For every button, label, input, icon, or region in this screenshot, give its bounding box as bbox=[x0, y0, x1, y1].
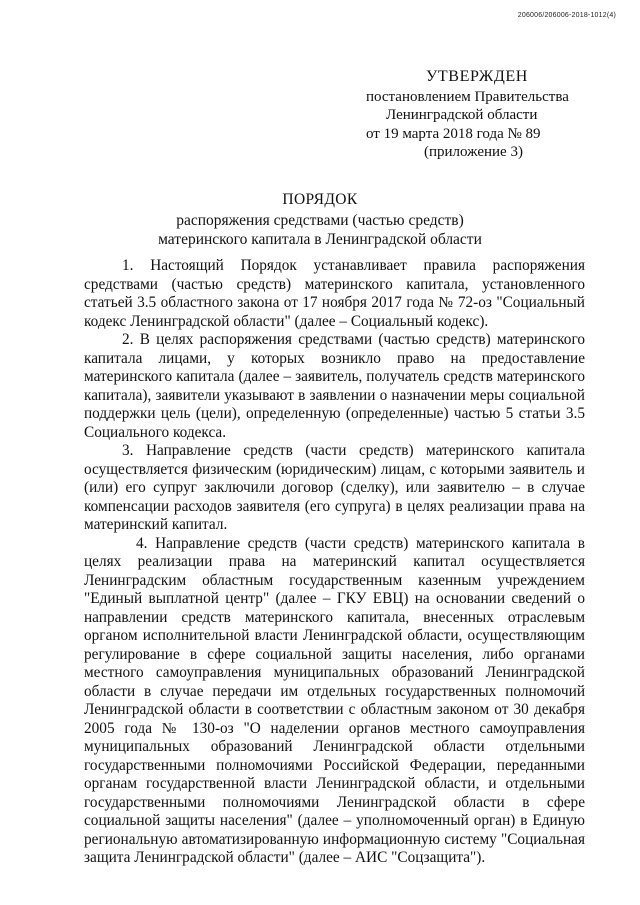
approval-line: Ленинградской области bbox=[386, 107, 538, 124]
paragraph-4: 4. Направление средств (части средств) материнского капитала в целях реализации права на материнский капитал осуществляется Ленинградским областным государственным казенным учреждением "Единый выплатной центр" (далее – ГКУ ЕВЦ) на основании сведений о направлении средств материнского капитала, внесенных отраслевым органом исполнительной власти Ленинградской области, осуществляющим регулирование в сфере социальной защиты населения, либо органами местного самоуправления муниципальных образований Ленинградской области в случае передачи им отдельных государственных полномочий Ленинградской области в соответствии с областным законом от 30 декабря 2005 года № 130-оз "О наделении органов местного самоуправления муниципальных образований Ленинградской области отдельными государственными полномочиями Российской Федерации, переданными органам государственной власти Ленинградской области, и отдельными государственными полномочиями Ленинградской области в сфере социальной защиты населения" (далее – уполномоченный орган) в Единую региональную автоматизированную информационную систему "Социальная защита Ленинградской области" (далее – АИС "Соцзащита"). bbox=[84, 534, 585, 866]
paragraph-2: 2. В целях распоряжения средствами (частью средств) материнского капитала лицами, у которых возникло право на предоставление материнского капитала (далее – заявитель, получатель средств материнского капитала), заявители указывают в заявлении о назначении меры социальной поддержки цель (цели), определенную (определенные) частью 5 статьи 3.5 Социального кодекса. bbox=[84, 331, 585, 441]
document-id: 206006/206006-2018-1012(4) bbox=[517, 12, 616, 19]
document-subtitle-line: материнского капитала в Ленинградской области bbox=[158, 231, 482, 248]
document-body bbox=[84, 257, 585, 868]
approval-line: (приложение 3) bbox=[424, 144, 523, 161]
document-title-block bbox=[0, 190, 640, 250]
approval-stamp bbox=[366, 68, 616, 162]
document-title: ПОРЯДОК bbox=[282, 191, 358, 208]
document-subtitle-line: распоряжения средствами (частью средств) bbox=[176, 211, 464, 229]
approval-line: постановлением Правительства bbox=[366, 88, 569, 105]
paragraph-1: 1. Настоящий Порядок устанавливает правила распоряжения средствами (частью средств) материнского капитала, установленного статьей 3.5 областного закона от 17 ноября 2017 года № 72-оз "Социальный кодекс Ленинградской области" (далее – Социальный кодекс). bbox=[84, 257, 585, 330]
approval-line: от 19 марта 2018 года № 89 bbox=[366, 125, 541, 142]
approval-heading: УТВЕРЖДЕН bbox=[426, 68, 528, 85]
paragraph-3: 3. Направление средств (части средств) материнского капитала осуществляется физическим (юридическим) лицам, с которыми заявитель и (или) его супруг заключили договор (сделку), или заявителю – в случае компенсации расходов заявителя (его супруга) в целях реализации права на материнский капитал. bbox=[84, 442, 585, 533]
